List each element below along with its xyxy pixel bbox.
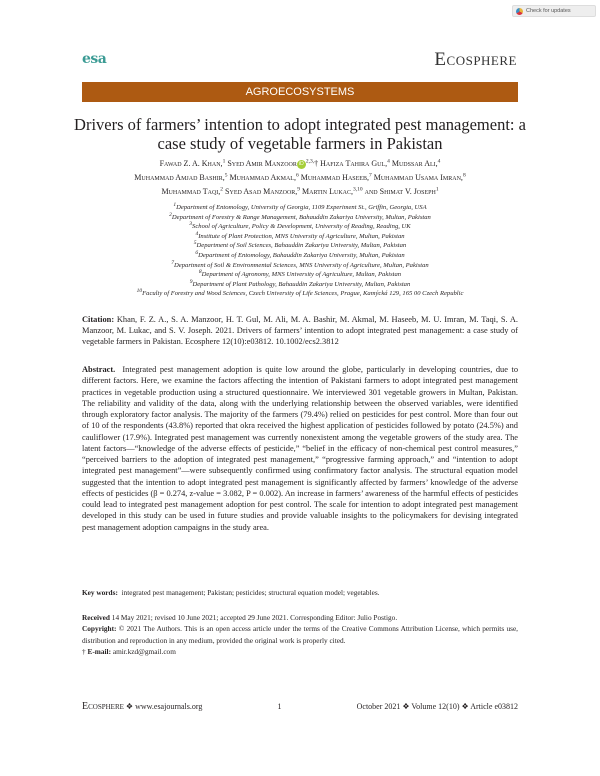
author: and Shimat V. Joseph$^1$ <box>364 186 439 196</box>
journal-url[interactable]: www.esajournals.org <box>135 702 203 711</box>
affiliation: $^5$Department of Soil Sciences, Bahauddin Zakariya University, Multan, Pakistan <box>193 240 407 250</box>
article-info <box>82 612 518 657</box>
affiliation: $^{10}$Faculty of Forestry and Wood Sciences, Czech University of Life Sciences, Prague, Kamýcká 129, 165 00 Czech Republic <box>136 288 464 298</box>
author: Syed Amir Manzoor iD $^{2,3,}$† <box>227 158 319 168</box>
author: Fawad Z. A. Khan,$^1$ <box>159 158 226 168</box>
affiliation: $^9$Department of Plant Pathology, Bahauddin Zakariya University, Multan, Pakistan <box>189 278 411 288</box>
page-number: 1 <box>277 702 282 711</box>
affiliation: $^6$Department of Entomology, Bahauddin Zakariya University, Multan, Pakistan <box>195 249 405 259</box>
received-dates: Received 14 May 2021; revised 10 June 2021; accepted 29 June 2021. Corresponding Editor: Julio Postigo. <box>82 613 398 622</box>
separator-icon: ❖ <box>125 702 134 711</box>
author: Muhammad Akmal,$^6$ <box>229 172 299 182</box>
affiliation-list <box>70 203 530 299</box>
esa-logo: esa <box>82 51 107 67</box>
affiliation: $^2$Department of Forestry & Range Management, Bahauddin Zakariya University, Multan, Pakistan <box>169 211 431 221</box>
orcid-icon[interactable]: iD <box>297 160 306 169</box>
keywords: Key words: integrated pest management; Pakistan; pesticides; structural equation model; vegetables. <box>82 588 380 597</box>
author: Martin Lukac,$^{3,10}$ <box>302 186 363 196</box>
author: Syed Asad Manzoor,$^9$ <box>225 186 301 196</box>
affiliation: $^7$Department of Soil & Environmental Sciences, MNS University of Agriculture, Multan, Pakistan <box>171 259 429 269</box>
author: Muhammad Taqi,$^2$ <box>161 186 224 196</box>
journal-name: Ecosphere <box>434 49 517 70</box>
affiliation: $^1$Department of Entomology, University of Georgia, 1109 Experiment St., Griffin, Georgia, USA <box>173 201 427 211</box>
article-title: Drivers of farmers’ intention to adopt integrated pest management: a case study of vegetable farmers in Pakistan <box>74 115 526 153</box>
affiliation: $^8$Department of Agronomy, MNS University of Agriculture, Multan, Pakistan <box>198 268 402 279</box>
author: Muhammad Haseeb,$^7$ <box>300 172 372 182</box>
author-list <box>70 157 530 199</box>
section-banner: AGROECOSYSTEMS <box>82 82 518 102</box>
affiliation: $^3$School of Agriculture, Policy & Development, University of Reading, Reading, UK <box>189 221 411 231</box>
affiliation: $^4$Institute of Plant Protection, MNS University of Agriculture, Multan, Pakistan <box>195 230 405 240</box>
author: Hafiza Tahira Gul,$^4$ <box>320 158 390 168</box>
email: † E-mail: amir.kzd@gmail.com <box>82 646 176 656</box>
author: Muhammad Amjad Bashir,$^5$ <box>134 172 228 182</box>
author: Muhammad Usama Imran,$^8$ <box>373 172 466 182</box>
author: Mudssar Ali,$^4$ <box>391 158 441 168</box>
abstract: Abstract. Integrated pest management adoption is quite low around the globe, particularly in developing countries, due to different factors. Here, we examine the factors affecting the intention of Pakistani farmers to adopt integrated pest management practices in vegetable production using a structured questionnaire. We interviewed 301 vegetable growers in Multan, Pakistan. The reliability and validity of the data, along with the underlying relationship between the observed variables, were identified through exploratory factor analysis. The majority of the farmers (79.4%) relied on pesticides for pest control. More than four out of 10 of the respondents (43.8%) reported that okra received the highest application of pesticides followed by potato (24.5%) and cauliflower (17.9%). Integrated pest management was currently nonexistent among the vegetable growers of the study area. The latent factors—“knowledge of the adverse effects of pesticide,” “belief in the efficacy of non-chemical pest control measures,” “perceived barriers to the adoption of integrated pest management,” “progressive farming approach,” and “intention to adopt integrated pest management”—were subsequently confirmed using confirmatory factor analysis. The structural equation model suggested that the intention to adopt integrated pest management is significantly affected by farmers’ knowledge of the adverse effects of pesticides (β = 0.274, z-value = 3.082, P = 0.002). An increase in farmers’ awareness of the harmful effects of pesticides could lead to integrated pest management adoption for pest control. The scale for intention to adopt integrated pest management developed in this study can be used in future studies and provide valuable insights to the policymakers for devising integrated pest management adoption campaigns in the study area. <box>82 365 519 532</box>
check-for-updates-button[interactable]: Check for updates <box>512 5 596 17</box>
citation: Citation: Khan, F. Z. A., S. A. Manzoor, H. T. Gul, M. Ali, M. A. Bashir, M. Akmal, M. Haseeb, M. U. Imran, M. Taqi, S. A. Manzoor, M. Lukac, and S. V. Joseph. 2021. Drivers of farmers’ intention to adopt integrated pest management: a case study of vegetable farmers in Pakistan. Ecosphere 12(10):e03812. 10.1002/ecs2.3812 <box>82 315 519 347</box>
email-link[interactable]: amir.kzd@gmail.com <box>112 646 176 656</box>
copyright: Copyright: © 2021 The Authors. This is an open access article under the terms of the Creative Commons Attribution License, which permits use, distribution and reproduction in any medium, provided the original work is properly cited. <box>82 624 519 645</box>
page-footer: Ecosphere ❖ www.esajournals.org 1 October 2021 ❖ Volume 12(10) ❖ Article e03812 <box>82 701 518 712</box>
crossmark-icon <box>516 8 523 15</box>
